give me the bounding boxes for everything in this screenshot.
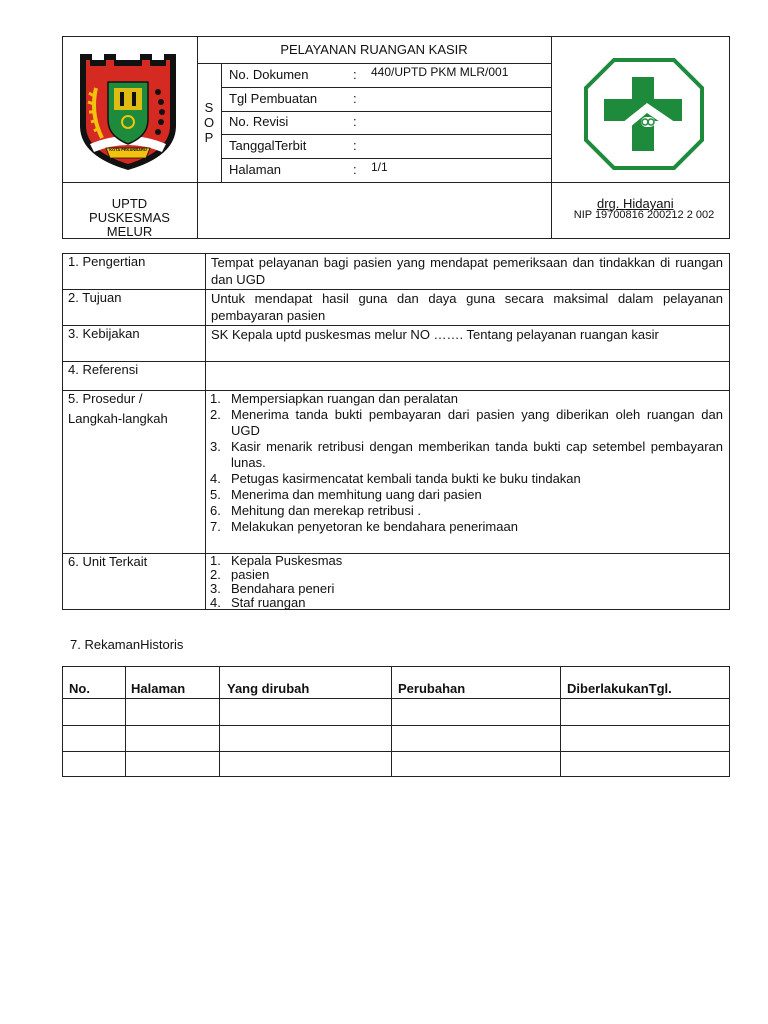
list-item	[210, 568, 723, 582]
unit-terkait-list	[210, 554, 723, 610]
emblem-motto: KOTA PEKANBARU	[109, 147, 147, 152]
field-label-halaman: Halaman	[229, 162, 282, 177]
history-col-header: Yang dirubah	[227, 681, 310, 696]
field-value-no-dokumen: 440/UPTD PKM MLR/001	[371, 65, 509, 79]
step-text: Kasir menarik retribusi dengan memberikan tanda bukti cap setembel pembayaran lunas.	[231, 439, 723, 470]
history-col-header: No.	[69, 681, 90, 696]
sop-letter: P	[204, 130, 214, 145]
history-column-divider	[560, 666, 561, 777]
header-divider	[221, 158, 551, 159]
row-label-kebijakan: 3. Kebijakan	[68, 326, 140, 341]
field-label-tgl-pembuatan: Tgl Pembuatan	[229, 91, 318, 106]
city-emblem-logo	[76, 48, 180, 174]
header-divider	[221, 87, 551, 88]
history-col-header: Perubahan	[398, 681, 466, 696]
field-value-halaman: 1/1	[371, 160, 388, 174]
history-column-divider	[125, 666, 126, 777]
signatory-name: drg. Hidayani	[597, 196, 674, 211]
header-divider	[221, 63, 222, 182]
field-label-no-revisi: No. Revisi	[229, 114, 289, 129]
row-label-pengertian: 1. Pengertian	[68, 254, 146, 269]
list-item	[210, 503, 723, 519]
field-separator: :	[353, 162, 357, 177]
header-divider	[551, 36, 552, 239]
header-divider	[197, 63, 551, 64]
step-text: Petugas kasirmencatat kembali tanda bukti ke buku tindakan	[231, 471, 581, 486]
row-text-tujuan: Untuk mendapat hasil guna dan daya guna secara maksimal dalam pelayanan pembayaran pasien	[211, 291, 723, 323]
org-name-line: MELUR	[106, 224, 153, 239]
row-label-unit-terkait: 6. Unit Terkait	[68, 554, 148, 569]
item-number: 3.	[210, 581, 221, 596]
puskesmas-logo	[583, 57, 705, 171]
item-text: pasien	[231, 567, 270, 582]
row-text-kebijakan: SK Kepala uptd puskesmas melur NO ……. Tentang pelayanan ruangan kasir	[211, 327, 659, 342]
step-number: 3.	[210, 439, 221, 454]
item-text: Kepala Puskesmas	[231, 553, 343, 568]
header-divider	[62, 182, 730, 183]
list-item	[210, 487, 723, 503]
step-text: Menerima dan memhitung uang dari pasien	[231, 487, 482, 502]
step-number: 4.	[210, 471, 221, 486]
list-item	[210, 439, 723, 471]
item-number: 4.	[210, 595, 221, 610]
history-row-divider	[62, 725, 730, 726]
sop-title: PELAYANAN RUANGAN KASIR	[280, 42, 468, 57]
history-col-header: Halaman	[131, 681, 186, 696]
list-item	[210, 554, 723, 568]
list-item	[210, 471, 723, 487]
signatory-nip: NIP 19700816 200212 2 002	[573, 209, 715, 221]
org-name-line: UPTD	[111, 196, 148, 211]
row-label-referensi: 4. Referensi	[68, 362, 139, 377]
item-number: 1.	[210, 553, 221, 568]
content-column-divider	[205, 253, 206, 610]
row-text-pengertian: Tempat pelayanan bagi pasien yang mendapat pemeriksaan dan tindakkan di ruangan dan UGD	[211, 255, 723, 287]
field-label-tanggal-terbit: TanggalTerbit	[229, 138, 307, 153]
step-text: Melakukan penyetoran ke bendahara penerimaan	[231, 519, 518, 534]
history-column-divider	[391, 666, 392, 777]
org-name-line: PUSKESMAS	[89, 210, 170, 225]
history-row-divider	[62, 751, 730, 752]
content-row-divider	[62, 361, 730, 362]
header-divider	[221, 111, 551, 112]
list-item	[210, 391, 723, 407]
step-text: Mehitung dan merekap retribusi .	[231, 503, 422, 518]
step-text: Mempersiapkan ruangan dan peralatan	[231, 391, 458, 406]
list-item	[210, 519, 723, 535]
item-text: Staf ruangan	[231, 595, 306, 610]
step-number: 6.	[210, 503, 221, 518]
step-number: 2.	[210, 407, 221, 422]
item-number: 2.	[210, 567, 221, 582]
prosedur-steps-list	[210, 391, 723, 535]
list-item	[210, 407, 723, 439]
list-item	[210, 582, 723, 596]
step-text: Menerima tanda bukti pembayaran dari pasien yang diberikan oleh ruangan dan UGD	[231, 407, 723, 438]
field-label-no-dokumen: No. Dokumen	[229, 67, 309, 82]
history-col-header: DiberlakukanTgl.	[567, 681, 672, 696]
sop-letter: S	[204, 100, 214, 115]
row-label-langkah: Langkah-langkah	[68, 411, 168, 426]
step-number: 7.	[210, 519, 221, 534]
sop-letter: O	[203, 115, 215, 130]
field-separator: :	[353, 138, 357, 153]
history-row-divider	[62, 698, 730, 699]
row-label-tujuan: 2. Tujuan	[68, 290, 122, 305]
step-number: 1.	[210, 391, 221, 406]
header-divider	[221, 134, 551, 135]
field-separator: :	[353, 114, 357, 129]
item-text: Bendahara peneri	[231, 581, 335, 596]
history-heading: 7. RekamanHistoris	[70, 637, 184, 652]
list-item	[210, 596, 723, 610]
history-column-divider	[219, 666, 220, 777]
step-number: 5.	[210, 487, 221, 502]
field-separator: :	[353, 91, 357, 106]
field-separator: :	[353, 67, 357, 82]
row-label-prosedur: 5. Prosedur /	[68, 391, 143, 406]
